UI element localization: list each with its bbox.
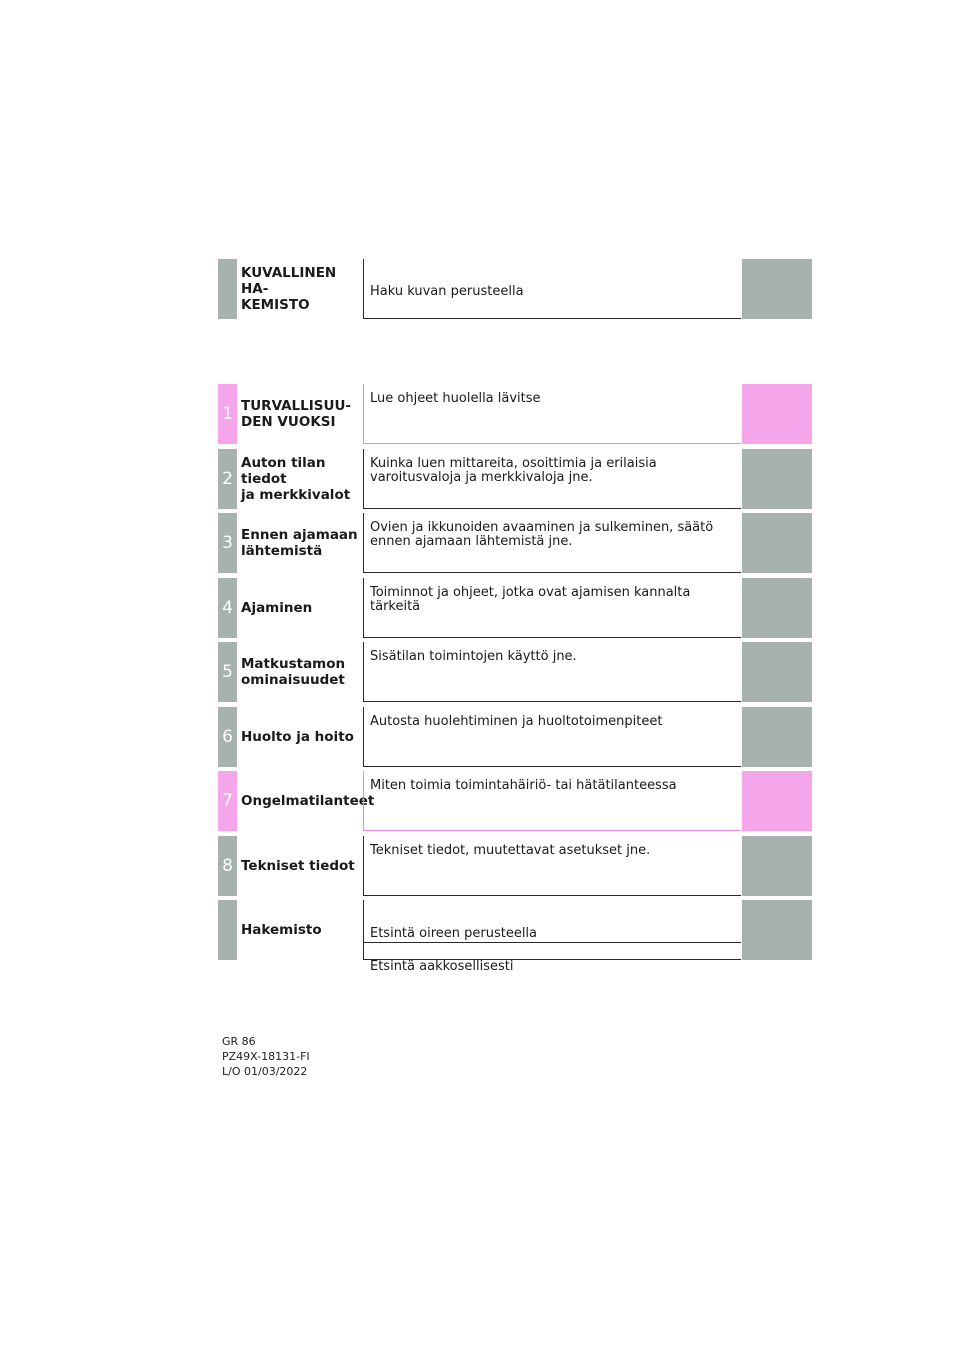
- section-8[interactable]: [218, 836, 812, 896]
- section-number: 8: [218, 836, 237, 896]
- section-7[interactable]: [218, 771, 812, 831]
- section-5[interactable]: [218, 642, 812, 702]
- publication-code: PZ49X-18131-FI: [222, 1050, 310, 1063]
- section-number: 4: [218, 578, 237, 638]
- section-description: Tekniset tiedot, muutettavat asetukset jne.: [363, 836, 741, 896]
- model-name: GR 86: [222, 1035, 256, 1048]
- section-description: Lue ohjeet huolella lävitse: [363, 384, 741, 444]
- index-link-symptom[interactable]: Etsintä oireen perusteella: [364, 914, 741, 943]
- section-description: Toiminnot ja ohjeet, jotka ovat ajamisen kannalta tärkeitä: [363, 578, 741, 638]
- section-title: Huolto ja hoito: [241, 729, 354, 745]
- section-title: KUVALLINEN HA- KEMISTO: [241, 265, 337, 313]
- section-description: Ovien ja ikkunoiden avaaminen ja sulkeminen, säätö ennen ajamaan lähtemistä jne.: [363, 513, 741, 573]
- section-number: 7: [218, 771, 237, 831]
- section-number-bar: [218, 259, 237, 319]
- section-title: Ennen ajamaan lähtemistä: [241, 527, 358, 559]
- publication-date: L/O 01/03/2022: [222, 1065, 308, 1078]
- section-description: Autosta huolehtiminen ja huoltotoimenpiteet: [363, 707, 741, 767]
- section-thumb-tab[interactable]: [742, 384, 812, 444]
- section-title: TURVALLISUU- DEN VUOKSI: [241, 398, 352, 430]
- section-description: Miten toimia toimintahäiriö- tai hätätilanteessa: [363, 771, 741, 831]
- section-title: Tekniset tiedot: [241, 858, 355, 874]
- section-2[interactable]: [218, 449, 812, 509]
- section-number: 6: [218, 707, 237, 767]
- section-1[interactable]: [218, 384, 812, 444]
- section-title: Hakemisto: [241, 922, 322, 938]
- section-title: Ongelmatilanteet: [241, 793, 375, 809]
- section-thumb-tab[interactable]: [742, 771, 812, 831]
- section-description: Sisätilan toimintojen käyttö jne.: [363, 642, 741, 702]
- section-4[interactable]: [218, 578, 812, 638]
- section-title: Ajaminen: [241, 600, 313, 616]
- section-thumb-tab[interactable]: [742, 900, 812, 960]
- section-index[interactable]: [218, 900, 812, 974]
- section-number-bar: [218, 900, 237, 960]
- section-title: Auton tilan tiedot ja merkkivalot: [241, 455, 351, 503]
- index-links: [363, 900, 741, 974]
- section-thumb-tab[interactable]: [742, 259, 812, 319]
- section-number: 3: [218, 513, 237, 573]
- section-number: 1: [218, 384, 237, 444]
- section-thumb-tab[interactable]: [742, 513, 812, 573]
- section-description: Haku kuvan perusteella: [363, 259, 741, 319]
- section-thumb-tab[interactable]: [742, 707, 812, 767]
- section-6[interactable]: [218, 707, 812, 767]
- section-thumb-tab[interactable]: [742, 642, 812, 702]
- section-3[interactable]: [218, 513, 812, 573]
- section-number: 2: [218, 449, 237, 509]
- section-thumb-tab[interactable]: [742, 449, 812, 509]
- section-title: Matkustamon ominaisuudet: [241, 656, 346, 688]
- index-link-alphabetical[interactable]: Etsintä aakkosellisesti: [370, 959, 514, 974]
- publication-info: [222, 1034, 310, 1079]
- section-picture-index[interactable]: [218, 259, 812, 319]
- section-thumb-tab[interactable]: [742, 578, 812, 638]
- section-number: 5: [218, 642, 237, 702]
- section-description: Kuinka luen mittareita, osoittimia ja erilaisia varoitusvaloja ja merkkivaloja jne.: [363, 449, 741, 509]
- section-thumb-tab[interactable]: [742, 836, 812, 896]
